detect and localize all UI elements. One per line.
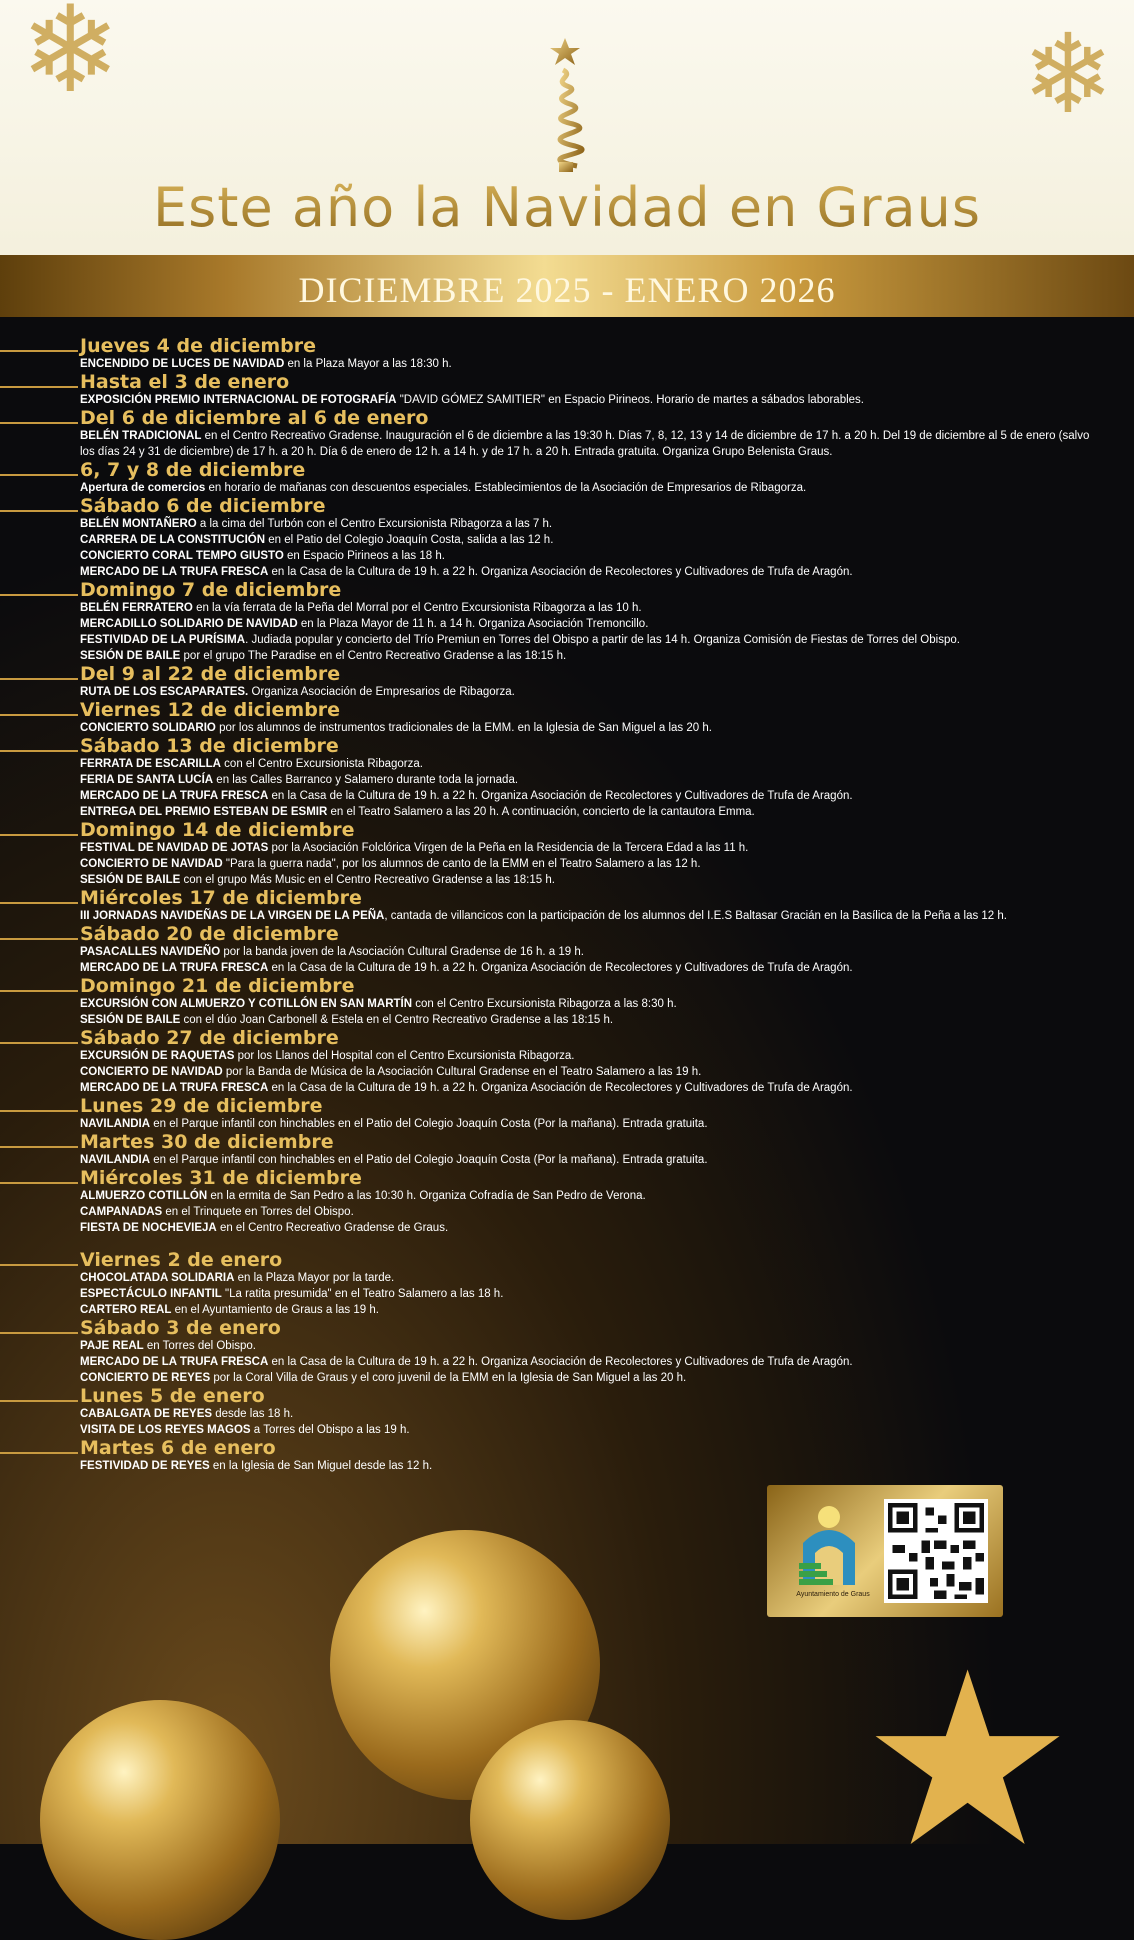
event-details: en la ermita de San Pedro a las 10:30 h. Organiza Cofradía de San Pedro de Verona. [207, 1190, 646, 1202]
event-day [0, 1318, 1134, 1386]
event-details: por la Asociación Folclórica Virgen de la Peña en la Residencia de la Tercera Edad a las 11 h. [268, 842, 749, 854]
event-name: MERCADO DE LA TRUFA FRESCA [80, 962, 269, 974]
event-item [80, 908, 1100, 924]
event-day [0, 1132, 1134, 1168]
event-name: FESTIVIDAD DE LA PURÍSIMA [80, 634, 246, 646]
event-details: en la Casa de la Cultura de 19 h. a 22 h. Organiza Asociación de Recolectores y Cultivadores de Trufa de Aragón. [268, 1356, 853, 1368]
event-item [80, 840, 1100, 856]
day-header [0, 496, 1134, 516]
header-area [0, 0, 1134, 255]
event-name: BELÉN TRADICIONAL [80, 430, 202, 442]
event-details: en Torres del Obispo. [143, 1340, 256, 1352]
event-day [0, 1386, 1134, 1438]
day-header [0, 372, 1134, 392]
day-title: Viernes 2 de enero [80, 1249, 283, 1271]
day-header [0, 408, 1134, 428]
event-details: por el grupo The Paradise en el Centro Recreativo Gradense a las 18:15 h. [180, 650, 567, 662]
event-item [80, 1458, 1100, 1474]
event-item [80, 720, 1100, 736]
event-day [0, 1438, 1134, 1474]
snowflake-icon: ❄ [20, 0, 121, 117]
event-item [80, 684, 1100, 700]
day-title: Sábado 20 de diciembre [80, 923, 339, 945]
event-name: EXCURSIÓN CON ALMUERZO Y COTILLÓN EN SAN MARTÍN [80, 998, 413, 1010]
day-divider [0, 938, 78, 940]
event-day [0, 700, 1134, 736]
event-item [80, 788, 1100, 804]
day-divider [0, 1042, 78, 1044]
event-details: en el Trinquete en Torres del Obispo. [162, 1206, 354, 1218]
event-item [80, 1152, 1100, 1168]
event-item [80, 1354, 1100, 1370]
day-header [0, 976, 1134, 996]
day-title: Viernes 12 de diciembre [80, 699, 341, 721]
day-divider [0, 902, 78, 904]
event-item [80, 1012, 1100, 1028]
event-name: MERCADO DE LA TRUFA FRESCA [80, 1082, 269, 1094]
event-details: con el Centro Excursionista Ribagorza. [220, 758, 423, 770]
event-item [80, 1048, 1100, 1064]
day-title: Domingo 21 de diciembre [80, 975, 355, 997]
event-details: en la vía ferrata de la Peña del Morral por el Centro Excursionista Ribagorza a las 10 h. [192, 602, 642, 614]
event-item [80, 480, 1100, 496]
day-divider [0, 350, 78, 352]
day-header [0, 664, 1134, 684]
day-title: Martes 6 de enero [80, 1437, 276, 1459]
day-divider [0, 1146, 78, 1148]
event-details: con el grupo Más Music en el Centro Recreativo Gradense a las 18:15 h. [180, 874, 555, 886]
day-divider [0, 1452, 78, 1454]
event-item [80, 872, 1100, 888]
event-details: "Para la guerra nada", por los alumnos de canto de la EMM en el Teatro Salamero a las 12 h. [222, 858, 701, 870]
event-name: ENTREGA DEL PREMIO ESTEBAN DE ESMIR [80, 806, 328, 818]
event-item [80, 428, 1100, 460]
event-name: ESPECTÁCULO INFANTIL [80, 1288, 222, 1300]
event-name: CARTERO REAL [80, 1304, 172, 1316]
day-header [0, 820, 1134, 840]
day-header [0, 336, 1134, 356]
event-details: , cantada de villancicos con la participación de los alumnos del I.E.S Baltasar Gracián en la Basílica de la Peña a las 12 h. [384, 910, 1007, 922]
event-day [0, 736, 1134, 820]
christmas-tree-icon [515, 36, 615, 176]
day-divider [0, 386, 78, 388]
snowflake-icon: ❄ [1021, 13, 1114, 136]
event-item [80, 772, 1100, 788]
event-name: MERCADO DE LA TRUFA FRESCA [80, 1356, 269, 1368]
day-title: Sábado 27 de diciembre [80, 1027, 339, 1049]
day-title: Jueves 4 de diciembre [80, 335, 317, 357]
event-item [80, 1406, 1100, 1422]
event-item [80, 548, 1100, 564]
event-day [0, 1096, 1134, 1132]
day-title: Martes 30 de diciembre [80, 1131, 334, 1153]
event-details: en la Plaza Mayor por la tarde. [234, 1272, 395, 1284]
event-item [80, 1080, 1100, 1096]
day-title: Sábado 3 de enero [80, 1317, 281, 1339]
logo-panel [767, 1485, 1003, 1617]
event-details: en horario de mañanas con descuentos especiales. Establecimientos de la Asociación de Empresarios de Ribagorza. [205, 482, 807, 494]
event-details: Organiza Asociación de Empresarios de Ribagorza. [248, 686, 515, 698]
event-details: en el Patio del Colegio Joaquín Costa, salida a las 12 h. [265, 534, 554, 546]
day-title: Lunes 29 de diciembre [80, 1095, 323, 1117]
event-name: PAJE REAL [80, 1340, 144, 1352]
event-name: FERIA DE SANTA LUCÍA [80, 774, 214, 786]
event-name: SESIÓN DE BAILE [80, 1014, 181, 1026]
event-day [0, 1028, 1134, 1096]
day-divider [0, 1400, 78, 1402]
page-title: Este año la Navidad en Graus [0, 176, 1134, 239]
event-name: EXCURSIÓN DE RAQUETAS [80, 1050, 235, 1062]
date-banner [0, 255, 1134, 317]
event-day [0, 924, 1134, 976]
day-divider [0, 510, 78, 512]
event-name: CONCIERTO CORAL TEMPO GIUSTO [80, 550, 284, 562]
event-day [0, 1250, 1134, 1318]
event-name: FIESTA DE NOCHEVIEJA [80, 1222, 217, 1234]
event-day [0, 336, 1134, 372]
event-details: en la Iglesia de San Miguel desde las 12 h. [209, 1460, 433, 1472]
day-header [0, 1318, 1134, 1338]
event-item [80, 1220, 1100, 1236]
day-divider [0, 990, 78, 992]
day-divider [0, 714, 78, 716]
event-item [80, 756, 1100, 772]
section-gap [0, 1236, 1134, 1250]
day-title: Sábado 13 de diciembre [80, 735, 339, 757]
day-title: Hasta el 3 de enero [80, 371, 290, 393]
event-item [80, 648, 1100, 664]
event-name: Apertura de comercios [80, 482, 206, 494]
event-details: en la Casa de la Cultura de 19 h. a 22 h. Organiza Asociación de Recolectores y Cultivadores de Trufa de Aragón. [268, 1082, 853, 1094]
event-name: CAMPANADAS [80, 1206, 163, 1218]
day-header [0, 1132, 1134, 1152]
event-day [0, 888, 1134, 924]
event-item [80, 1286, 1100, 1302]
qr-code-icon[interactable] [884, 1499, 988, 1603]
event-name: ENCENDIDO DE LUCES DE NAVIDAD [80, 358, 285, 370]
event-details: por la Banda de Música de la Asociación Cultural Gradense en el Teatro Salamero a las 19 h. [222, 1066, 702, 1078]
day-header [0, 736, 1134, 756]
day-title: Miércoles 17 de diciembre [80, 887, 362, 909]
event-details: en las Calles Barranco y Salamero durante toda la jornada. [213, 774, 519, 786]
event-item [80, 804, 1100, 820]
event-name: CONCIERTO DE REYES [80, 1372, 211, 1384]
day-divider [0, 1332, 78, 1334]
event-details: en el Teatro Salamero a las 20 h. A continuación, concierto de la cantautora Emma. [327, 806, 755, 818]
event-item [80, 1370, 1100, 1386]
event-item [80, 600, 1100, 616]
event-details: en la Plaza Mayor de 11 h. a 14 h. Organiza Asociación Tremoncillo. [297, 618, 649, 630]
day-divider [0, 750, 78, 752]
event-item [80, 532, 1100, 548]
day-header [0, 700, 1134, 720]
logo-caption: Ayuntamiento de Graus [796, 1591, 870, 1598]
event-item [80, 564, 1100, 580]
event-name: CABALGATA DE REYES [80, 1408, 213, 1420]
event-details: "DAVID GÓMEZ SAMITIER" en Espacio Pirineos. Horario de martes a sábados laborables. [396, 394, 864, 406]
event-details: en el Parque infantil con hinchables en el Patio del Colegio Joaquín Costa (Por la mañana). Entrada gratuita. [150, 1118, 708, 1130]
event-item [80, 1116, 1100, 1132]
event-item [80, 356, 1100, 372]
event-item [80, 960, 1100, 976]
event-day [0, 664, 1134, 700]
event-name: CARRERA DE LA CONSTITUCIÓN [80, 534, 266, 546]
event-details: a la cima del Turbón con el Centro Excursionista Ribagorza a las 7 h. [196, 518, 553, 530]
event-item [80, 944, 1100, 960]
event-name: VISITA DE LOS REYES MAGOS [80, 1424, 251, 1436]
event-item [80, 1302, 1100, 1318]
event-name: SESIÓN DE BAILE [80, 650, 181, 662]
day-divider [0, 422, 78, 424]
events-list [0, 336, 1134, 1474]
event-details: . Judiada popular y concierto del Trío Premiun en Torres del Obispo a partir de las 14 h. Organiza Comisión de Fiestas de Torres del Obispo. [245, 634, 960, 646]
event-name: CONCIERTO DE NAVIDAD [80, 858, 223, 870]
event-name: SESIÓN DE BAILE [80, 874, 181, 886]
event-name: MERCADO DE LA TRUFA FRESCA [80, 790, 269, 802]
event-name: CONCIERTO DE NAVIDAD [80, 1066, 223, 1078]
event-day [0, 580, 1134, 664]
event-item [80, 1188, 1100, 1204]
day-title: Miércoles 31 de diciembre [80, 1167, 362, 1189]
event-day [0, 408, 1134, 460]
day-divider [0, 1110, 78, 1112]
event-day [0, 460, 1134, 496]
day-header [0, 1096, 1134, 1116]
day-title: Lunes 5 de enero [80, 1385, 265, 1407]
event-details: por los Llanos del Hospital con el Centro Excursionista Ribagorza. [234, 1050, 575, 1062]
event-details: en la Plaza Mayor a las 18:30 h. [284, 358, 452, 370]
day-title: Domingo 7 de diciembre [80, 579, 342, 601]
event-details: en Espacio Pirineos a las 18 h. [283, 550, 445, 562]
event-details: en el Parque infantil con hinchables en el Patio del Colegio Joaquín Costa (Por la mañana). Entrada gratuita. [150, 1154, 708, 1166]
event-day [0, 820, 1134, 888]
event-name: FESTIVIDAD DE REYES [80, 1460, 210, 1472]
day-divider [0, 834, 78, 836]
day-header [0, 1168, 1134, 1188]
gold-ornament-ball [470, 1720, 670, 1920]
day-header [0, 1250, 1134, 1270]
event-details: por los alumnos de instrumentos tradicionales de la EMM. en la Iglesia de San Miguel a las 20 h. [215, 722, 712, 734]
event-item [80, 616, 1100, 632]
event-day [0, 1168, 1134, 1250]
day-title: Del 6 de diciembre al 6 de enero [80, 407, 429, 429]
day-header [0, 460, 1134, 480]
town-emblem-icon [789, 1503, 869, 1593]
event-name: FERRATA DE ESCARILLA [80, 758, 221, 770]
event-item [80, 1064, 1100, 1080]
event-name: BELÉN MONTAÑERO [80, 518, 197, 530]
day-title: Sábado 6 de diciembre [80, 495, 326, 517]
event-details: en el Centro Recreativo Gradense. Inauguración el 6 de diciembre a las 19:30 h. Días 7, 8, 12, 13 y 14 de diciembre de 17 h. a 20 h. Del 19 de diciembre al 5 de enero (salvo los días 24 y 31 de diciembre) de 17 h. a 20 h. Día 6 de enero de 12 h. a 14 h. y de 17 h. a 20 h. Entrada gratuita. Organiza Grupo Belenista Graus. [80, 430, 1090, 458]
event-details: en el Centro Recreativo Gradense de Graus. [216, 1222, 449, 1234]
day-title: Del 9 al 22 de diciembre [80, 663, 341, 685]
day-header [0, 888, 1134, 908]
event-details: por la banda joven de la Asociación Cultural Gradense de 16 h. a 19 h. [220, 946, 584, 958]
event-name: RUTA DE LOS ESCAPARATES. [80, 686, 249, 698]
day-divider [0, 474, 78, 476]
event-name: III JORNADAS NAVIDEÑAS DE LA VIRGEN DE LA PEÑA [80, 910, 385, 922]
event-name: PASACALLES NAVIDEÑO [80, 946, 221, 958]
event-details: por la Coral Villa de Graus y el coro juvenil de la EMM en la Iglesia de San Miguel a las 20 h. [210, 1372, 687, 1384]
day-divider [0, 1264, 78, 1266]
event-details: con el dúo Joan Carbonell & Estela en el Centro Recreativo Gradense a las 18:15 h. [180, 1014, 614, 1026]
event-item [80, 1270, 1100, 1286]
event-item [80, 392, 1100, 408]
event-details: desde las 18 h. [212, 1408, 294, 1420]
day-title: Domingo 14 de diciembre [80, 819, 355, 841]
event-name: FESTIVAL DE NAVIDAD DE JOTAS [80, 842, 269, 854]
event-name: CHOCOLATADA SOLIDARIA [80, 1272, 235, 1284]
day-header [0, 1386, 1134, 1406]
event-details: a Torres del Obispo a las 19 h. [250, 1424, 410, 1436]
event-item [80, 1422, 1100, 1438]
event-day [0, 372, 1134, 408]
day-header [0, 1438, 1134, 1458]
event-name: BELÉN FERRATERO [80, 602, 193, 614]
day-header [0, 1028, 1134, 1048]
event-item [80, 1204, 1100, 1220]
day-header [0, 580, 1134, 600]
date-range: DICIEMBRE 2025 - ENERO 2026 [298, 270, 836, 310]
day-title: 6, 7 y 8 de diciembre [80, 459, 306, 481]
event-item [80, 516, 1100, 532]
event-name: NAVILANDIA [80, 1118, 151, 1130]
day-header [0, 924, 1134, 944]
event-name: EXPOSICIÓN PREMIO INTERNACIONAL DE FOTOGRAFÍA [80, 394, 397, 406]
gold-star-icon: ★ [860, 1626, 1076, 1894]
day-divider [0, 1182, 78, 1184]
event-details: "La ratita presumida" en el Teatro Salamero a las 18 h. [221, 1288, 504, 1300]
event-item [80, 632, 1100, 648]
event-details: en la Casa de la Cultura de 19 h. a 22 h. Organiza Asociación de Recolectores y Cultivadores de Trufa de Aragón. [268, 566, 853, 578]
event-name: NAVILANDIA [80, 1154, 151, 1166]
event-item [80, 996, 1100, 1012]
day-divider [0, 594, 78, 596]
event-day [0, 976, 1134, 1028]
event-details: en el Ayuntamiento de Graus a las 19 h. [171, 1304, 379, 1316]
event-name: ALMUERZO COTILLÓN [80, 1190, 208, 1202]
event-name: CONCIERTO SOLIDARIO [80, 722, 216, 734]
event-day [0, 496, 1134, 580]
event-item [80, 1338, 1100, 1354]
gold-ornament-ball [40, 1700, 280, 1940]
event-details: con el Centro Excursionista Ribagorza a las 8:30 h. [412, 998, 677, 1010]
event-name: MERCADILLO SOLIDARIO DE NAVIDAD [80, 618, 298, 630]
event-name: MERCADO DE LA TRUFA FRESCA [80, 566, 269, 578]
event-item [80, 856, 1100, 872]
day-divider [0, 678, 78, 680]
event-details: en la Casa de la Cultura de 19 h. a 22 h. Organiza Asociación de Recolectores y Cultivadores de Trufa de Aragón. [268, 962, 853, 974]
event-details: en la Casa de la Cultura de 19 h. a 22 h. Organiza Asociación de Recolectores y Cultivadores de Trufa de Aragón. [268, 790, 853, 802]
